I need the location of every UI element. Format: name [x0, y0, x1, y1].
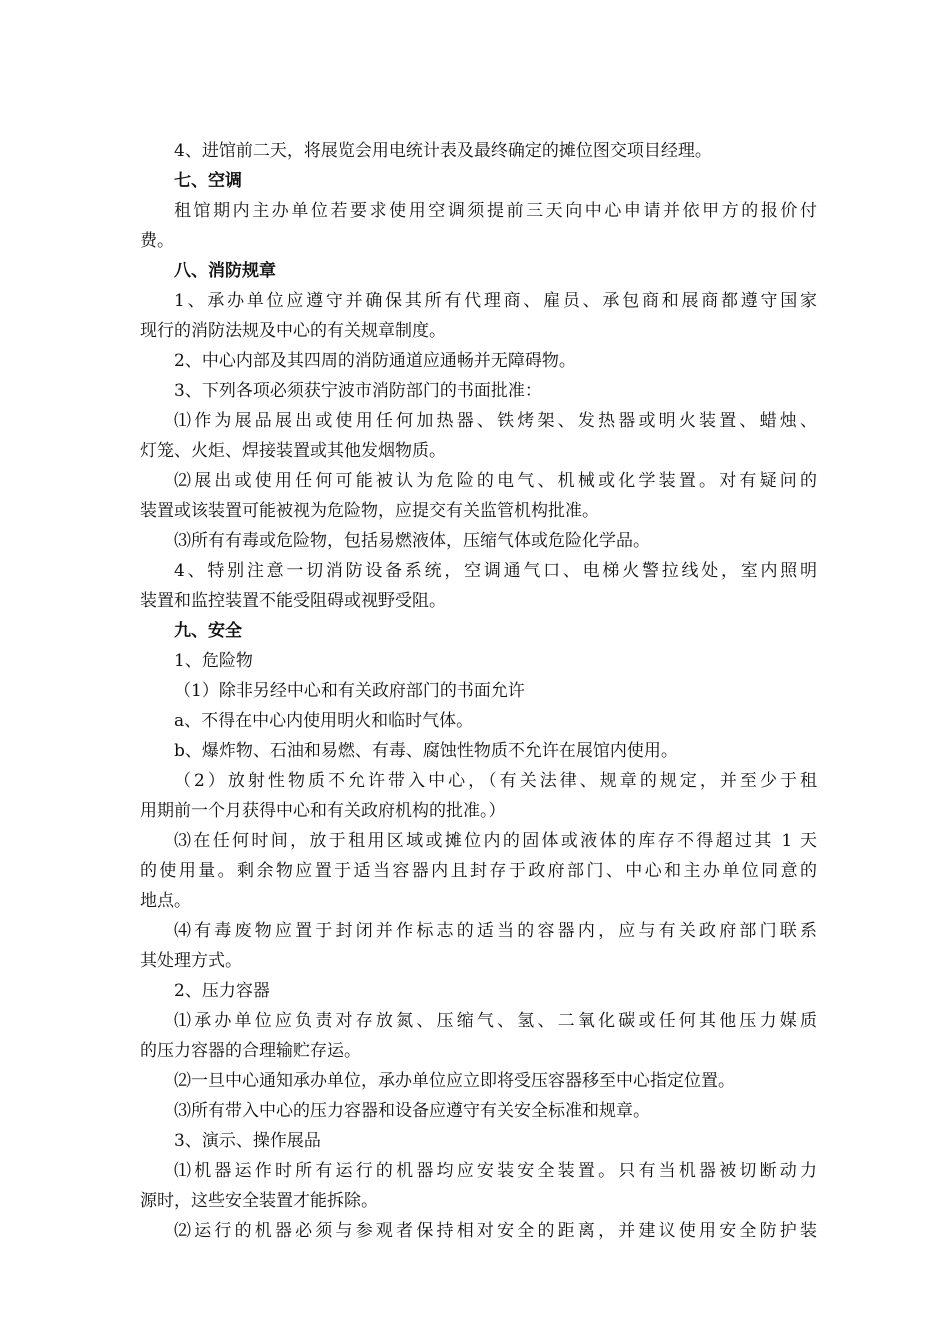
paragraph-line: 其处理方式。: [140, 951, 242, 971]
paragraph-line: a、不得在中心内使用明火和临时气体。: [174, 711, 474, 731]
paragraph-line: ⑶所有有毒或危险物，包括易燃液体，压缩气体或危险化学品。: [174, 531, 650, 551]
paragraph-line: ⑶在任何时间，放于租用区域或摊位内的固体或液体的库存不得超过其 1 天: [174, 831, 817, 851]
paragraph-line: 装置和监控装置不能受阻碍或视野受阻。: [140, 591, 446, 611]
paragraph-line: 4、进馆前二天，将展览会用电统计表及最终确定的摊位图交项目经理。: [174, 141, 712, 161]
paragraph-line: 灯笼、火炬、焊接装置或其他发烟物质。: [140, 441, 446, 461]
paragraph-line: 装置或该装置可能被视为危险物，应提交有关监管机构批准。: [140, 501, 599, 521]
paragraph-line: 地点。: [140, 891, 191, 911]
section-heading-fire-regulations: 八、消防规章: [174, 261, 276, 281]
section-heading-air-conditioning: 七、空调: [174, 171, 242, 191]
paragraph-line: 租馆期内主办单位若要求使用空调须提前三天向中心申请并依甲方的报价付: [174, 201, 817, 221]
paragraph-line: 4、特别注意一切消防设备系统，空调通气口、电梯火警拉线处，室内照明: [174, 561, 817, 581]
paragraph-line: ⑴机器运作时所有运行的机器均应安装安全装置。只有当机器被切断动力: [174, 1161, 817, 1181]
paragraph-line: 的压力容器的合理输贮存运。: [140, 1041, 361, 1061]
paragraph-line: 2、中心内部及其四周的消防通道应通畅并无障碍物。: [174, 351, 576, 371]
paragraph-line: 1、承办单位应遵守并确保其所有代理商、雇员、承包商和展商都遵守国家: [174, 291, 817, 311]
paragraph-line: ⑵一旦中心通知承办单位，承办单位应立即将受压容器移至中心指定位置。: [174, 1071, 735, 1091]
paragraph-line: b、爆炸物、石油和易燃、有毒、腐蚀性物质不允许在展馆内使用。: [174, 741, 678, 761]
paragraph-line: ⑴承办单位应负责对存放氮、压缩气、氢、二氧化碳或任何其他压力媒质: [174, 1011, 817, 1031]
paragraph-line: 费。: [140, 231, 174, 251]
paragraph-line: 3、演示、操作展品: [174, 1131, 321, 1151]
document-body: [140, 136, 817, 1246]
paragraph-line: ⑵展出或使用任何可能被认为危险的电气、机械或化学装置。对有疑问的: [174, 471, 817, 491]
paragraph-line: 3、下列各项必须获宁波市消防部门的书面批准：: [174, 381, 542, 401]
paragraph-line: 2、压力容器: [174, 981, 270, 1001]
paragraph-line: ⑷有毒废物应置于封闭并作标志的适当的容器内，应与有关政府部门联系: [174, 921, 817, 941]
paragraph-line: 用期前一个月获得中心和有关政府机构的批准。）: [140, 801, 506, 821]
paragraph-line: ⑵运行的机器必须与参观者保持相对安全的距离，并建议使用安全防护装: [174, 1221, 817, 1241]
paragraph-line: 现行的消防法规及中心的有关规章制度。: [140, 321, 446, 341]
paragraph-line: ⑴作为展品展出或使用任何加热器、铁烤架、发热器或明火装置、蜡烛、: [174, 411, 817, 431]
paragraph-line: （2）放射性物质不允许带入中心，（有关法律、规章的规定，并至少于租: [174, 771, 817, 791]
paragraph-line: （1）除非另经中心和有关政府部门的书面允许: [174, 681, 525, 701]
paragraph-line: ⑶所有带入中心的压力容器和设备应遵守有关安全标准和规章。: [174, 1101, 650, 1121]
paragraph-line: 的使用量。剩余物应置于适当容器内且封存于政府部门、中心和主办单位同意的: [140, 861, 817, 881]
paragraph-line: 源时，这些安全装置才能拆除。: [140, 1191, 378, 1211]
paragraph-line: 1、危险物: [174, 651, 253, 671]
section-heading-safety: 九、安全: [174, 621, 242, 641]
